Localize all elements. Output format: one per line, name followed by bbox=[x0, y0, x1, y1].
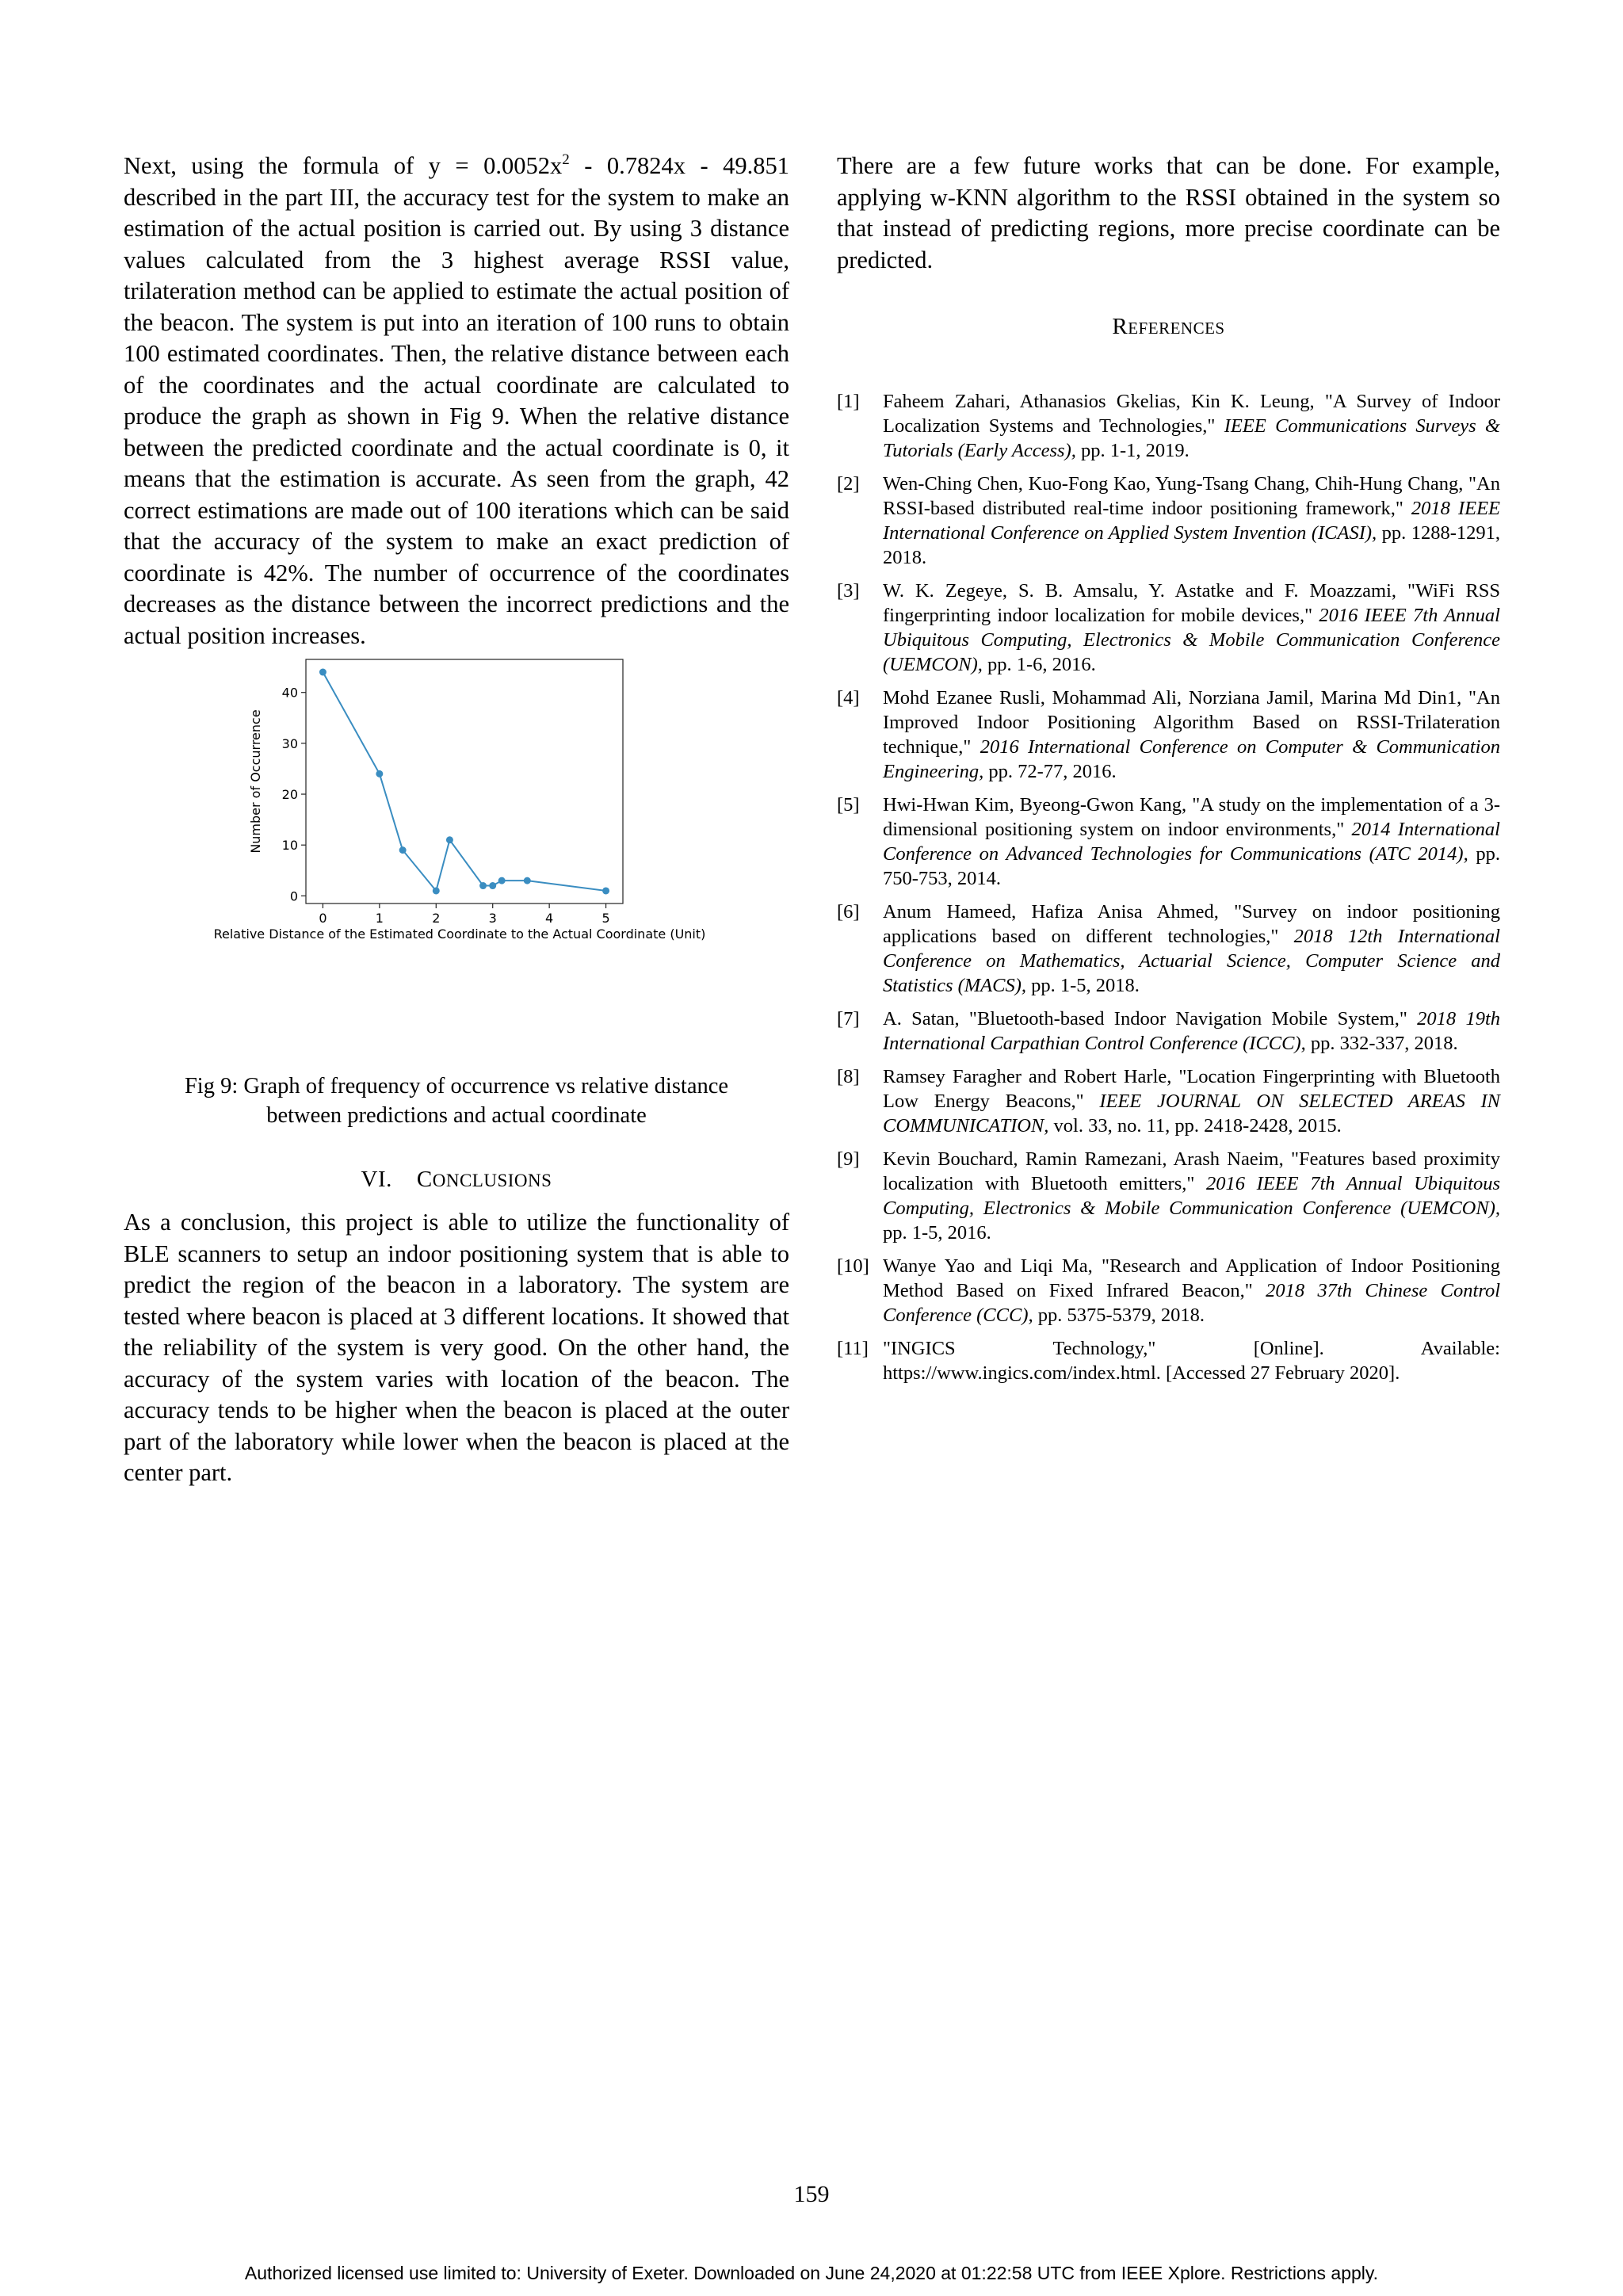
conclusions-heading-initial: C bbox=[416, 1167, 433, 1192]
data-point bbox=[446, 836, 453, 843]
reference-number: [2] bbox=[837, 473, 860, 495]
reference-venue: 2018 12th International Conference on Mathematics, Actuarial Science, Computer Science and Statistics (MACS), bbox=[883, 926, 1500, 996]
reference-authors-title: Kevin Bouchard, Ramin Ramezani, Arash Naeim, "Features based proximity localization with Bluetooth emitters," bbox=[883, 1148, 1500, 1194]
reference-authors-title: Hwi-Hwan Kim, Byeong-Gwon Kang, "A study on the implementation of a 3-dimensional positioning system on indoor environments," bbox=[883, 794, 1500, 840]
reference-venue: 2018 37th Chinese Control Conference (CCC), bbox=[883, 1280, 1500, 1326]
reference-number: [4] bbox=[837, 687, 860, 709]
conclusions-heading-rest: ONCLUSIONS bbox=[432, 1171, 552, 1190]
caption-line-1: Fig 9: Graph of frequency of occurrence vs relative distance bbox=[184, 1074, 729, 1098]
reference-number: [5] bbox=[837, 794, 860, 816]
data-point bbox=[489, 882, 496, 889]
x-axis-label: Relative Distance of the Estimated Coordinate to the Actual Coordinate (Unit) bbox=[213, 926, 706, 942]
data-point bbox=[319, 669, 327, 676]
reference-item bbox=[837, 472, 1500, 570]
data-point bbox=[498, 877, 506, 884]
reference-authors-title: Faheem Zahari, Athanasios Gkelias, Kin K. Leung, "A Survey of Indoor Localization Systems and Technologies," bbox=[883, 391, 1500, 437]
reference-number: [9] bbox=[837, 1148, 860, 1170]
intro-superscript: 2 bbox=[562, 151, 570, 168]
reference-item bbox=[837, 1336, 1500, 1385]
reference-number: [6] bbox=[837, 901, 860, 923]
reference-details: pp. 1-1, 2019. bbox=[1075, 440, 1190, 461]
data-point bbox=[479, 882, 487, 889]
reference-item bbox=[837, 389, 1500, 463]
y-axis-label: Number of Occurrence bbox=[248, 709, 263, 854]
figure-9 bbox=[124, 656, 789, 1068]
reference-item bbox=[837, 1007, 1500, 1056]
reference-item bbox=[837, 1064, 1500, 1138]
reference-authors-title: Ramsey Faragher and Robert Harle, "Location Fingerprinting with Bluetooth Low Energy Beacons," bbox=[883, 1066, 1500, 1112]
reference-venue: IEEE Communications Surveys & Tutorials (Early Access), bbox=[883, 415, 1500, 461]
reference-details: pp. 1288-1291, 2018. bbox=[883, 522, 1500, 568]
caption-line-2: between predictions and actual coordinate bbox=[266, 1103, 647, 1128]
data-point bbox=[399, 846, 407, 854]
conclusions-heading bbox=[124, 1167, 789, 1193]
reference-number: [10] bbox=[837, 1255, 869, 1277]
references-heading-initial: R bbox=[1112, 314, 1128, 339]
reference-details: pp. 1-5, 2018. bbox=[1026, 975, 1140, 996]
intro-paragraph bbox=[124, 151, 789, 651]
reference-details: pp. 5375-5379, 2018. bbox=[1033, 1305, 1205, 1326]
reference-number: [11] bbox=[837, 1338, 869, 1359]
y-tick-label: 20 bbox=[281, 787, 298, 803]
page-number: 159 bbox=[793, 2181, 830, 2207]
reference-venue: 2018 IEEE International Conference on Applied System Invention (ICASI), bbox=[883, 498, 1501, 544]
conclusions-paragraph: As a conclusion, this project is able to utilize the functionality of BLE scanners to setup an indoor positioning system that is able to predict the region of the beacon in a laboratory. The system are tested where beacon is placed at 3 different locations. It showed that the reliability of the system is very good. On the other hand, the accuracy of the system varies with location of the beacon. The accuracy tends to be higher when the beacon is placed at the outer part of the laboratory while lower when the beacon is placed at the center part. bbox=[124, 1209, 789, 1486]
x-tick-label: 5 bbox=[601, 911, 610, 926]
reference-authors-title: Wen-Ching Chen, Kuo-Fong Kao, Yung-Tsang Chang, Chih-Hung Chang, "An RSSI-based distributed real-time indoor positioning framework," bbox=[883, 473, 1500, 519]
reference-item bbox=[837, 1254, 1500, 1328]
reference-authors-title: Anum Hameed, Hafiza Anisa Ahmed, "Survey on indoor positioning applications based on different technologies," bbox=[883, 901, 1500, 947]
references-heading bbox=[837, 314, 1500, 340]
intro-text-part1: Next, using the formula of y = 0.0052x bbox=[124, 152, 563, 179]
y-tick-label: 0 bbox=[289, 888, 298, 904]
reference-venue: 2014 International Conference on Advanced Technologies for Communications (ATC 2014), bbox=[883, 819, 1500, 865]
intro-text-part2: - 0.7824x - 49.851 described in the part III, the accuracy test for the system to make an estimation of the actual position is carried out. By using 3 distance values calculated from the 3 highest average RSSI value, trilateration method can be applied to estimate the actual position of the beacon. The system is put into an iteration of 100 runs to obtain 100 estimated coordinates. Then, the relative distance between each of the coordinates and the actual coordinate are calculated to produce the graph as shown in Fig 9. When the relative distance between the predicted coordinate and the actual coordinate is 0, it means that the estimation is accurate. As seen from the graph, 42 correct estimations are made out of 100 iterations which can be said that the accuracy of the system to make an exact prediction of coordinate is 42%. The number of occurrence of the coordinates decreases as the distance between the incorrect predictions and the actual position increases. bbox=[124, 152, 789, 649]
references-heading-rest: EFERENCES bbox=[1128, 319, 1225, 338]
conclusions-heading-number: VI. bbox=[361, 1167, 392, 1192]
reference-item bbox=[837, 900, 1500, 998]
reference-list bbox=[837, 389, 1500, 1385]
reference-details: vol. 33, no. 11, pp. 2418-2428, 2015. bbox=[1048, 1115, 1342, 1137]
data-point bbox=[524, 877, 531, 884]
reference-number: [7] bbox=[837, 1008, 860, 1030]
reference-number: [1] bbox=[837, 391, 860, 412]
data-point bbox=[602, 887, 609, 894]
y-tick-label: 10 bbox=[281, 838, 298, 854]
reference-authors-title: A. Satan, "Bluetooth-based Indoor Navigation Mobile System," bbox=[883, 1008, 1418, 1030]
reference-details: pp. 72-77, 2016. bbox=[983, 761, 1117, 782]
figure-caption bbox=[124, 1072, 789, 1130]
reference-authors-title: "INGICS Technology," [Online]. Available: https://www.ingics.com/index.html. [Accessed 27 February 2020]. bbox=[883, 1338, 1500, 1384]
reference-item bbox=[837, 686, 1500, 784]
occurrence-chart bbox=[124, 656, 789, 1068]
reference-number: [8] bbox=[837, 1066, 860, 1087]
reference-venue: IEEE JOURNAL ON SELECTED AREAS IN COMMUNICATION, bbox=[883, 1091, 1500, 1137]
reference-venue: 2016 IEEE 7th Annual Ubiquitous Computing, Electronics & Mobile Communication Conference (UEMCON), bbox=[883, 605, 1500, 675]
plot-frame bbox=[306, 659, 623, 904]
reference-details: pp. 1-5, 2016. bbox=[883, 1222, 991, 1244]
reference-number: [3] bbox=[837, 580, 860, 602]
reference-authors-title: Wanye Yao and Liqi Ma, "Research and Application of Indoor Positioning Method Based on Fixed Infrared Beacon," bbox=[883, 1255, 1500, 1301]
reference-venue: 2018 19th International Carpathian Control Conference (ICCC), bbox=[883, 1008, 1500, 1054]
x-tick-label: 2 bbox=[432, 911, 441, 926]
reference-venue: 2016 IEEE 7th Annual Ubiquitous Computing, Electronics & Mobile Communication Conference (UEMCON), bbox=[883, 1173, 1500, 1219]
reference-venue: 2016 International Conference on Computer & Communication Engineering, bbox=[883, 736, 1500, 782]
data-point bbox=[376, 770, 383, 777]
license-footer: Authorized licensed use limited to: University of Exeter. Downloaded on June 24,2020 at 01:22:58 UTC from IEEE Xplore. Restrictions apply. bbox=[244, 2263, 1379, 2283]
right-column bbox=[837, 151, 1500, 1394]
reference-item bbox=[837, 1147, 1500, 1245]
reference-details: pp. 332-337, 2018. bbox=[1305, 1033, 1458, 1054]
x-tick-label: 1 bbox=[375, 911, 384, 926]
data-point bbox=[433, 887, 440, 894]
x-tick-label: 0 bbox=[319, 911, 327, 926]
left-column bbox=[124, 151, 789, 1489]
reference-item bbox=[837, 793, 1500, 891]
reference-details: pp. 750-753, 2014. bbox=[883, 843, 1500, 889]
x-tick-label: 4 bbox=[545, 911, 554, 926]
reference-item bbox=[837, 579, 1500, 677]
future-work-paragraph: There are a few future works that can be done. For example, applying w-KNN algorithm to the RSSI obtained in the system so that instead of predicting regions, more precise coordinate can be predicted. bbox=[837, 152, 1500, 273]
reference-authors-title: W. K. Zegeye, S. B. Amsalu, Y. Astatke and F. Moazzami, "WiFi RSS fingerprinting indoor localization for mobile devices," bbox=[883, 580, 1500, 626]
x-tick-label: 3 bbox=[488, 911, 497, 926]
y-tick-label: 30 bbox=[281, 735, 298, 751]
reference-details: pp. 1-6, 2016. bbox=[982, 654, 1096, 675]
reference-authors-title: Mohd Ezanee Rusli, Mohammad Ali, Norziana Jamil, Marina Md Din1, "An Improved Indoor Positioning Algorithm Based on RSSI-Trilateration technique," bbox=[883, 687, 1500, 758]
y-tick-label: 40 bbox=[281, 685, 298, 701]
